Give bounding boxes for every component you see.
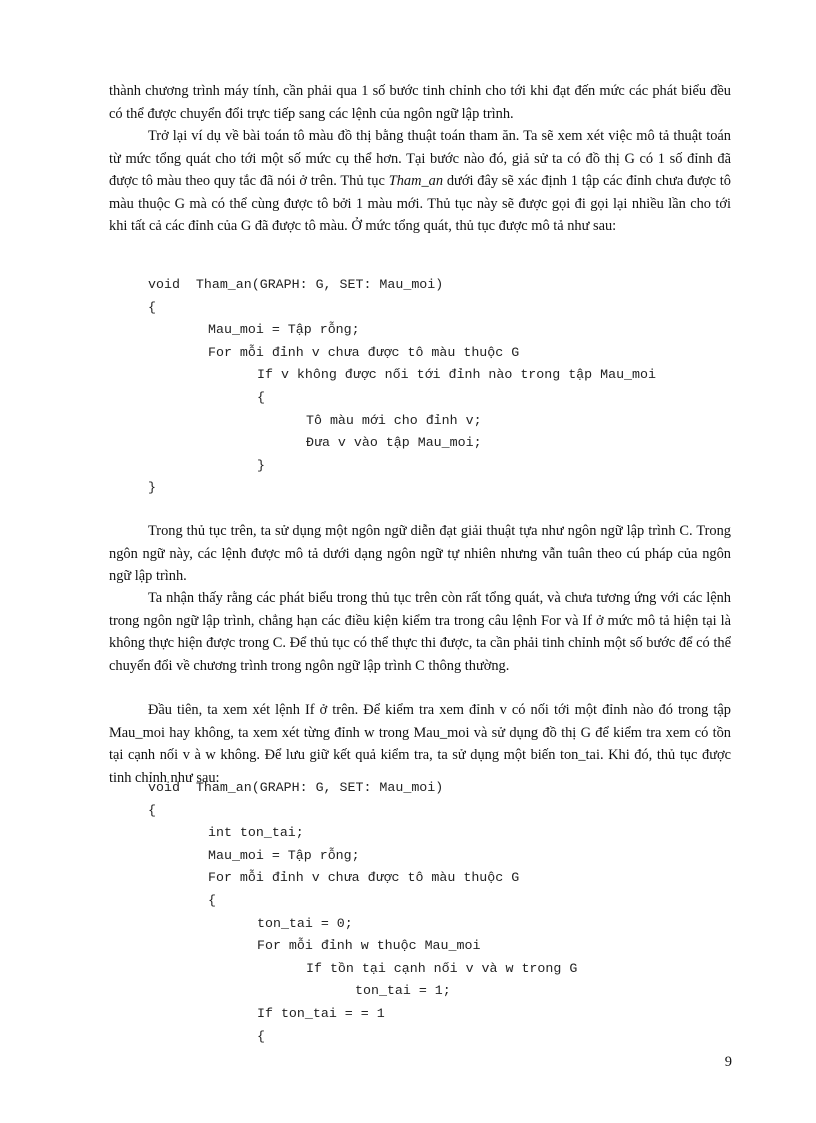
code-line: Mau_moi = Tập rỗng; bbox=[208, 322, 360, 338]
paragraph-greedy-example: Trở lại ví dụ về bài toán tô màu đồ thị bằng thuật toán tham ăn. Ta sẽ xem xét việc mô tả thuật toán từ mức tổng quát cho tới một số mức cụ thể hơn. Tại bước nào đó, giả sử ta có đồ thị G có 1 số đỉnh đã được tô màu theo quy tắc đã nói ở trên. Thủ tục Tham_an dưới đây sẽ xác định 1 tập các đỉnh chưa được tô màu thuộc G mà có thể cùng được tô bởi 1 màu mới. Thủ tục này sẽ được gọi đi gọi lại nhiều lần cho tới khi tất cả các đỉnh của G đã được tô màu. Ở mức tổng quát, thủ tục được mô tả như sau: bbox=[109, 128, 731, 234]
code-line: If v không được nối tới đỉnh nào trong tập Mau_moi bbox=[257, 367, 656, 383]
code-line: } bbox=[257, 457, 265, 473]
code-line: Tô màu mới cho đỉnh v; bbox=[306, 412, 482, 428]
paragraph-if-refinement: Đầu tiên, ta xem xét lệnh If ở trên. Để kiểm tra xem đỉnh v có nối tới một đỉnh nào đó trong tập Mau_moi hay không, ta xem xét từng đỉnh w trong Mau_moi và sử dụng đồ thị G để kiểm tra xem có tồn tại cạnh nối v à w không. Để lưu giữ kết quả kiểm tra, ta sử dụng một biến ton_tai. Khi đó, thủ tục được tinh chỉnh như sau: bbox=[109, 702, 731, 786]
code-line: For mỗi đỉnh w thuộc Mau_moi bbox=[257, 938, 481, 954]
code-block-refined bbox=[148, 777, 748, 1048]
procedure-name-tham-an: Tham_an bbox=[388, 173, 444, 189]
code-line: int ton_tai; bbox=[208, 825, 304, 841]
code-line: { bbox=[208, 892, 216, 908]
code-line: } bbox=[148, 480, 156, 496]
paragraph-intro: thành chương trình máy tính, cần phải qua 1 số bước tinh chỉnh cho tới khi đạt đến mức các phát biểu đều có thể được chuyển đổi trực tiếp sang các lệnh của ngôn ngữ lập trình. bbox=[109, 83, 731, 122]
paragraph-refinement-need: Ta nhận thấy rằng các phát biểu trong thủ tục trên còn rất tổng quát, và chưa tương ứng với các lệnh trong ngôn ngữ lập trình, chẳng hạn các điều kiện kiểm tra trong câu lệnh For và If ở mức mô tả hiện tại là không thực hiện được trong C. Để thủ tục có thể thực thi được, ta cần phải tinh chỉnh một số bước để có thể chuyển đổi về chương trình trong ngôn ngữ lập trình C thông thường. bbox=[109, 590, 731, 674]
code-line: void Tham_an(GRAPH: G, SET: Mau_moi) bbox=[148, 780, 444, 795]
paragraph-pseudo-language: Trong thủ tục trên, ta sử dụng một ngôn ngữ diễn đạt giải thuật tựa như ngôn ngữ lập trình C. Trong ngôn ngữ này, các lệnh được mô tả dưới dạng ngôn ngữ tự nhiên nhưng vẫn tuân theo cú pháp của ngôn ngữ lập trình. bbox=[109, 523, 731, 584]
code-line: ton_tai = 1; bbox=[355, 983, 451, 999]
code-line: For mỗi đỉnh v chưa được tô màu thuộc G bbox=[208, 344, 520, 360]
code-line: Mau_moi = Tập rỗng; bbox=[208, 847, 360, 863]
page-number: 9 bbox=[724, 1054, 732, 1070]
code-line: For mỗi đỉnh v chưa được tô màu thuộc G bbox=[208, 870, 520, 886]
code-line: If ton_tai = = 1 bbox=[257, 1005, 385, 1021]
code-line: void Tham_an(GRAPH: G, SET: Mau_moi) bbox=[148, 277, 444, 292]
code-block-general bbox=[148, 274, 748, 500]
code-line: ton_tai = 0; bbox=[257, 915, 353, 931]
code-line: { bbox=[257, 389, 265, 405]
code-line: { bbox=[148, 802, 156, 818]
code-line: { bbox=[148, 299, 156, 315]
code-line: { bbox=[257, 1028, 265, 1044]
code-line: If tồn tại cạnh nối v và w trong G bbox=[306, 960, 578, 976]
code-line: Đưa v vào tập Mau_moi; bbox=[306, 435, 482, 451]
